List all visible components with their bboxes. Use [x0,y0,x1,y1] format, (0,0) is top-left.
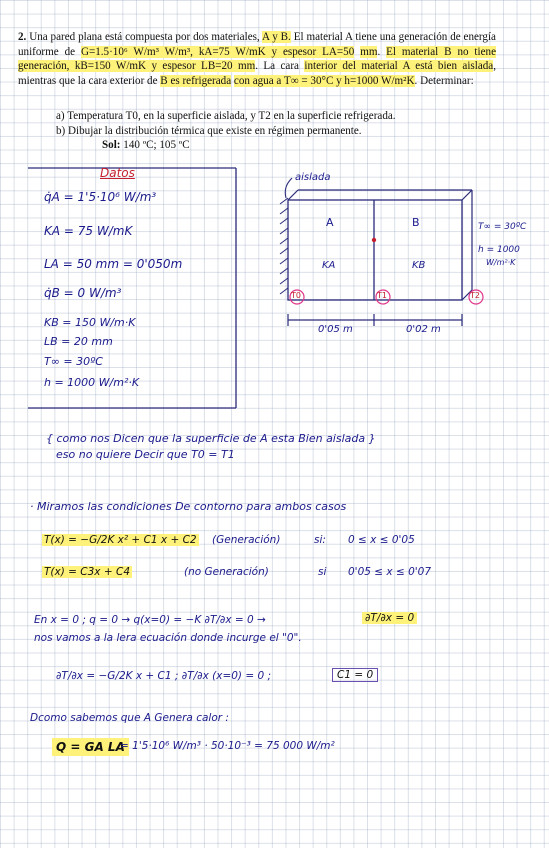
note-equation: nos vamos a la lera ecuación donde incurge el "0". [34,632,302,644]
note-t0-t1: eso no quiere Decir que T0 = T1 [56,448,235,461]
note-insulated: { como nos Dicen que la superficie de A esta Bien aislada } [46,432,376,445]
highlight-material-b-props: El material B no tiene generación, kB=150 W/mK y espesor LB=20 mm [18,45,496,72]
label-tinf: T∞ = 30ºC [478,222,527,232]
interface-point [372,238,376,242]
problem-text: generación de energía uniforme de [18,31,496,58]
label-ka: KA [322,260,336,271]
label-aislada: aislada [295,172,331,183]
problem-text: El material A tiene una [290,31,396,43]
label-h-unit: W/m²·K [486,258,516,267]
highlight-material-a-props: G=1.5·10⁶ W/m³ W/m³, kA=75 W/mK y espesor LA=50 [80,45,355,58]
task-b: b) Dibujar la distribución térmica que existe en régimen permanente. [56,125,362,137]
label-t2: T2 [470,291,480,300]
label-a: A [326,216,334,229]
equation-b-range: 0'05 ≤ x ≤ 0'07 [348,566,432,578]
equation-a: T(x) = −G/2K x² + C1 x + C2 [44,534,197,546]
derivative-zero: ∂T/∂x = 0 [362,612,417,624]
equation-b-note: (no Generación) [184,566,269,578]
highlight-insulated: interior del material A está bien aislada [304,60,494,72]
problem-number: 2. [18,31,27,43]
datos-title: Datos [100,166,135,180]
datos-item: q̇A = 1'5·10⁶ W/m³ [44,190,157,204]
note-generates-heat: Dcomo sabemos que A Genera calor : [30,712,229,724]
derivative-equation: ∂T/∂x = −G/2K x + C1 ; ∂T/∂x (x=0) = 0 ; [56,670,272,682]
label-kb: KB [412,260,426,271]
datos-item: KA = 75 W/mK [44,224,133,238]
problem-text: . Determinar: [414,74,474,87]
label-t1: T1 [377,291,387,300]
c1-result: C1 = 0 [332,668,378,682]
equation-b-si: si [318,566,327,578]
equation-a-range: 0 ≤ x ≤ 0'05 [348,534,415,546]
solution-label: Sol: [102,139,121,151]
datos-item: T∞ = 30ºC [44,355,103,368]
problem-text: . La cara [255,60,299,72]
equation-a-note: (Generación) [212,534,281,546]
datos-item: h = 1000 W/m²·K [44,376,140,389]
equation-b: T(x) = C3x + C4 [44,566,131,578]
label-b: B [412,216,420,229]
datos-item: LA = 50 mm = 0'050m [44,257,183,271]
datos-item: q̇B = 0 W/m³ [44,286,122,300]
dim-a: 0'05 m [318,324,353,335]
highlight-water: con agua a T∞ = 30°C y h=1000 W/m²K [233,74,415,87]
task-a: a) Temperatura T0, en la superficie aislada, y T2 en la superficie refrigerada. [56,110,396,122]
label-t0: T0 [291,291,301,300]
problem-text: Una pared plana está compuesta por dos materiales, [29,31,262,43]
q-formula: Q = GA LA [52,738,129,756]
highlight-cooled: B es refrigerada [160,74,232,87]
solution-value: 140 ºC; 105 ºC [123,139,190,151]
dim-b: 0'02 m [406,324,441,335]
insulation-hatching [280,198,288,294]
wall-outline [288,200,462,300]
highlight-materials: A y B. [261,31,291,43]
equation-a-si: si: [314,534,326,546]
note-x0: En x = 0 ; q = 0 → q(x=0) = −K ∂T/∂x = 0 → [34,614,266,626]
datos-item: KB = 150 W/m·K [44,316,136,329]
datos-item: LB = 20 mm [44,335,113,348]
q-value: = 1'5·10⁶ W/m³ · 50·10⁻³ = 75 000 W/m² [120,740,335,752]
note-boundary: · Miramos las condiciones De contorno para ambos casos [30,500,347,513]
highlight-mm: mm [360,45,378,58]
label-h: h = 1000 [478,245,520,255]
problem-text: , mientras que la cara exterior de [18,60,496,87]
problem-text: . [377,45,387,58]
